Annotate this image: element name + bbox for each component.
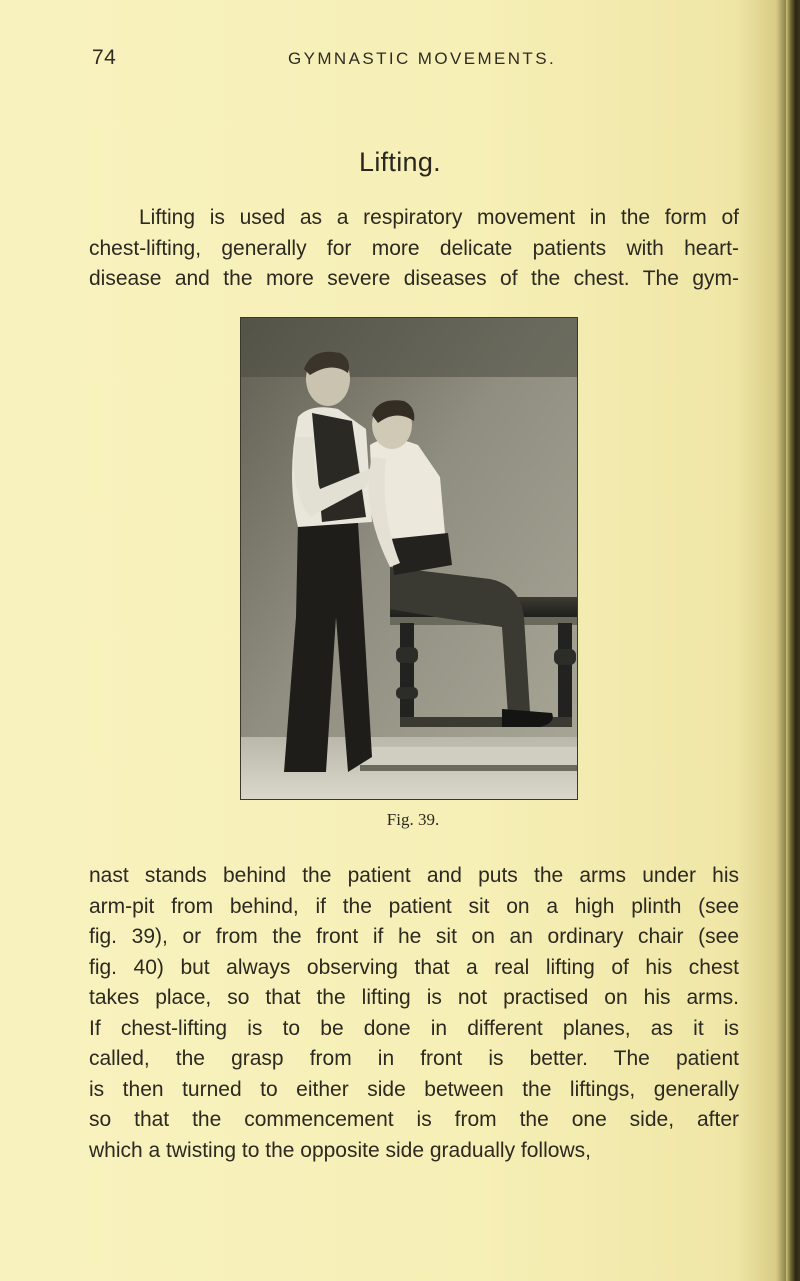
text-line: is then turned to either side between the liftings, generally <box>89 1077 739 1101</box>
running-title: GYMNASTIC MOVEMENTS. <box>288 49 557 68</box>
figure-photograph <box>240 317 578 800</box>
text-line: fig. 40) but always observing that a real lifting of his chest <box>89 955 739 979</box>
paragraph-continued <box>89 861 739 1166</box>
text-line: If chest-lifting is to be done in different planes, as it is <box>89 1016 739 1040</box>
gymnast-lifting-illustration <box>240 317 578 800</box>
text-line: chest-lifting, generally for more delicate patients with heart- <box>89 236 739 260</box>
text-line: arm-pit from behind, if the patient sit on a high plinth (see <box>89 894 739 918</box>
figure-caption: Fig. 39. <box>386 810 440 829</box>
text-line: Lifting is used as a respiratory movement in the form of <box>139 206 739 229</box>
text-line: which a twisting to the opposite side gradually follows, <box>89 1138 591 1162</box>
text-line: called, the grasp from in front is better. The patient <box>89 1047 739 1070</box>
text-line: fig. 39), or from the front if he sit on an ordinary chair (see <box>89 925 739 948</box>
section-heading: Lifting. <box>359 147 441 177</box>
paragraph-intro <box>89 203 739 295</box>
page-number: 74 <box>92 46 117 69</box>
page-edge-shadow <box>786 0 800 1281</box>
text-line: so that the commencement is from the one side, after <box>89 1108 739 1131</box>
text-line: disease and the more severe diseases of the chest. The gym- <box>89 267 739 290</box>
running-header <box>0 46 800 76</box>
text-line: nast stands behind the patient and puts the arms under his <box>89 864 739 887</box>
text-line: takes place, so that the lifting is not practised on his arms. <box>89 986 739 1009</box>
